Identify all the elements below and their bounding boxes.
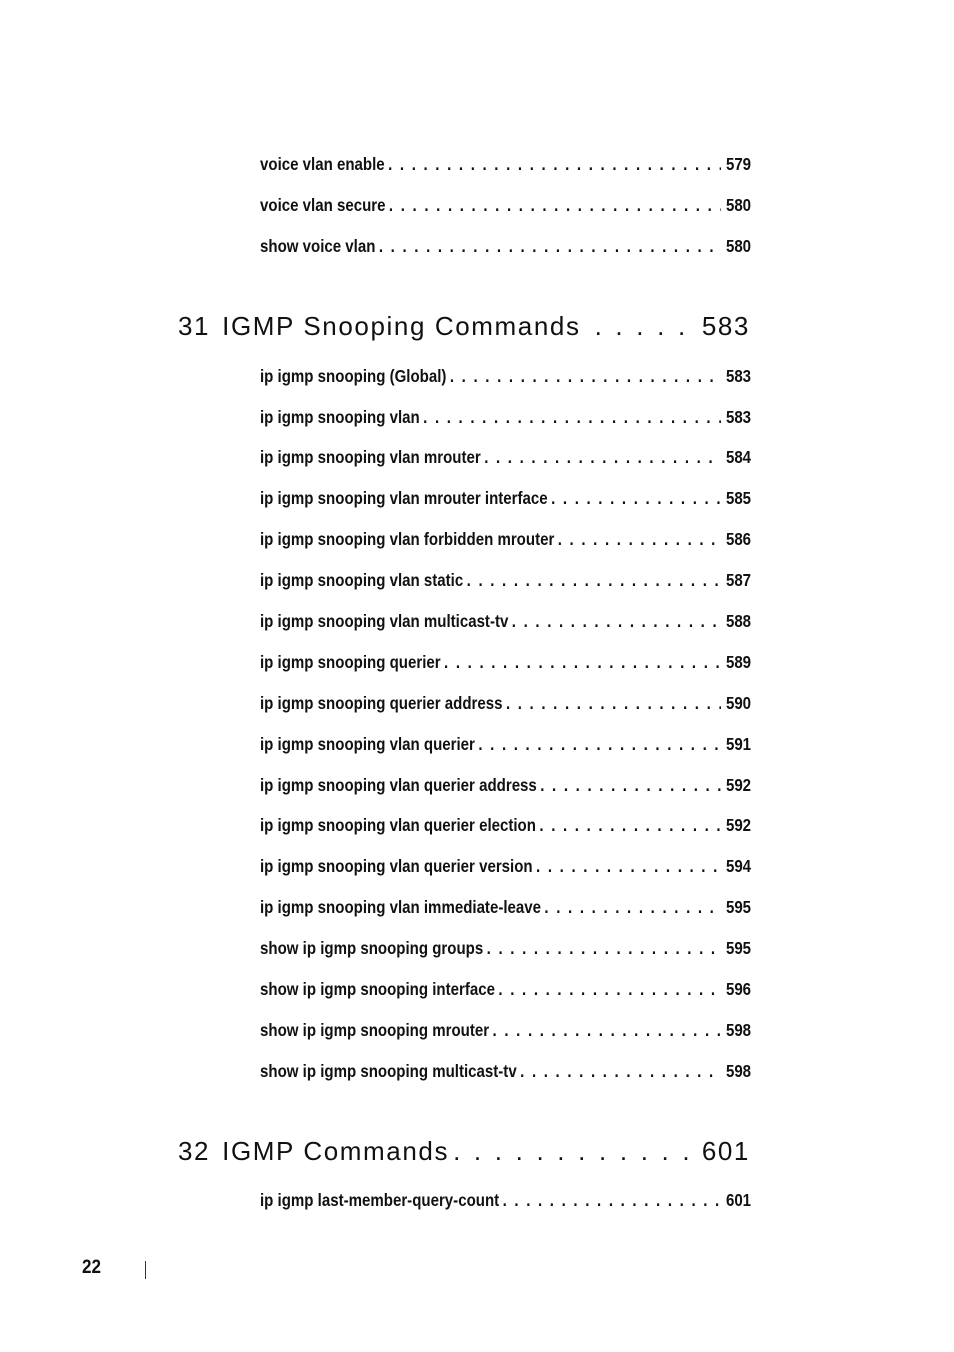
toc-entry-page: 583	[725, 407, 752, 427]
toc-entry-title: show ip igmp snooping mrouter	[260, 1020, 490, 1040]
leader-dots	[544, 897, 720, 918]
toc-entry[interactable]	[260, 1020, 751, 1041]
toc-entry-title: show voice vlan	[260, 236, 376, 256]
leader-dots	[450, 366, 721, 387]
leader-dots	[506, 693, 721, 714]
chapter-page: 583	[701, 311, 750, 341]
toc-entry-page: 596	[725, 979, 752, 999]
chapter-heading[interactable]	[178, 311, 750, 342]
page-number: 22	[82, 1257, 102, 1278]
toc-entry-page: 586	[725, 529, 752, 549]
chapter-heading[interactable]	[178, 1136, 750, 1167]
toc-entry-title: show ip igmp snooping multicast-tv	[260, 1061, 517, 1081]
toc-entry-title: ip igmp snooping vlan forbidden mrouter	[260, 529, 555, 549]
toc-entry-title: voice vlan enable	[260, 154, 385, 174]
leader-dots	[444, 652, 721, 673]
toc-entry[interactable]	[260, 366, 751, 387]
leader-dots	[512, 611, 721, 632]
footer-divider	[145, 1261, 146, 1279]
toc-entry-page: 584	[725, 447, 752, 467]
leader-dots	[467, 570, 721, 591]
toc-entry-title: ip igmp snooping vlan mrouter interface	[260, 488, 548, 508]
toc-entry[interactable]	[260, 775, 751, 796]
leader-dots	[540, 775, 721, 796]
toc-entry[interactable]	[260, 488, 751, 509]
chapter-number: 31	[178, 311, 211, 341]
toc-entry[interactable]	[260, 652, 751, 673]
toc-entry-page: 588	[725, 611, 752, 631]
toc-entry-title: ip igmp snooping vlan querier	[260, 734, 475, 754]
leader-dots	[423, 407, 721, 428]
leader-dots	[487, 938, 721, 959]
toc-entry[interactable]	[260, 1061, 751, 1082]
leader-dots	[478, 734, 720, 755]
leader-dots	[379, 236, 721, 257]
leader-dots	[536, 856, 721, 877]
toc-entry[interactable]	[260, 1190, 751, 1211]
toc-entry[interactable]	[260, 195, 751, 216]
toc-entry-page: 595	[725, 897, 752, 917]
toc-entry-title: ip igmp snooping vlan querier address	[260, 775, 537, 795]
toc-entry[interactable]	[260, 570, 751, 591]
toc-entry[interactable]	[260, 236, 751, 257]
leader-dots	[520, 1061, 721, 1082]
toc-entry[interactable]	[260, 979, 751, 1000]
toc-entry-page: 598	[725, 1020, 752, 1040]
toc-entry-title: ip igmp snooping querier	[260, 652, 441, 672]
toc-entry-page: 601	[725, 1190, 752, 1210]
toc-entry-page: 587	[725, 570, 752, 590]
toc-entry-page: 594	[725, 856, 752, 876]
toc-entry-title: show ip igmp snooping interface	[260, 979, 495, 999]
toc-entry-title: show ip igmp snooping groups	[260, 938, 484, 958]
toc-entry-title: ip igmp snooping (Global)	[260, 366, 447, 386]
toc-entry-title: ip igmp snooping vlan immediate-leave	[260, 897, 541, 917]
toc-entry[interactable]	[260, 856, 751, 877]
toc-entry-page: 579	[725, 154, 752, 174]
leader-dots	[551, 488, 721, 509]
toc-entry[interactable]	[260, 693, 751, 714]
toc-entry-page: 592	[725, 775, 752, 795]
toc-entry-page: 580	[725, 236, 752, 256]
chapter-title: IGMP Commands	[222, 1136, 450, 1166]
leader-dots	[453, 1136, 696, 1167]
leader-dots	[539, 815, 720, 836]
leader-dots	[595, 311, 696, 342]
toc-entry-title: ip igmp snooping vlan	[260, 407, 420, 427]
toc-entry-page: 585	[725, 488, 752, 508]
toc-entry[interactable]	[260, 447, 751, 468]
toc-entry-page: 583	[725, 366, 752, 386]
toc-entry[interactable]	[260, 734, 751, 755]
toc-entry-title: ip igmp snooping vlan querier version	[260, 856, 533, 876]
toc-entry[interactable]	[260, 938, 751, 959]
chapter-number: 32	[178, 1136, 211, 1166]
toc-entry-page: 589	[725, 652, 752, 672]
toc-entry-title: ip igmp snooping vlan multicast-tv	[260, 611, 509, 631]
chapter-title: IGMP Snooping Commands	[222, 311, 581, 341]
toc-entry-title: ip igmp snooping vlan mrouter	[260, 447, 481, 467]
leader-dots	[503, 1190, 721, 1211]
toc-entry[interactable]	[260, 611, 751, 632]
toc-entry-title: ip igmp snooping vlan static	[260, 570, 464, 590]
toc-entry-page: 592	[725, 815, 752, 835]
toc-entry-page: 580	[725, 195, 752, 215]
toc-entry-page: 598	[725, 1061, 752, 1081]
leader-dots	[388, 154, 721, 175]
toc-entry-page: 591	[725, 734, 752, 754]
leader-dots	[389, 195, 721, 216]
leader-dots	[558, 529, 721, 550]
toc-entry-title: ip igmp snooping vlan querier election	[260, 815, 536, 835]
toc-entry[interactable]	[260, 815, 751, 836]
chapter-page: 601	[701, 1136, 750, 1166]
toc-entry[interactable]	[260, 529, 751, 550]
leader-dots	[498, 979, 720, 1000]
toc-entry-page: 590	[725, 693, 752, 713]
toc-entry-page: 595	[725, 938, 752, 958]
toc-entry[interactable]	[260, 154, 751, 175]
toc-entry-title: voice vlan secure	[260, 195, 386, 215]
toc-entry[interactable]	[260, 407, 751, 428]
toc-entry[interactable]	[260, 897, 751, 918]
leader-dots	[493, 1020, 721, 1041]
leader-dots	[484, 447, 721, 468]
toc-entry-title: ip igmp last-member-query-count	[260, 1190, 500, 1210]
toc-entry-title: ip igmp snooping querier address	[260, 693, 503, 713]
